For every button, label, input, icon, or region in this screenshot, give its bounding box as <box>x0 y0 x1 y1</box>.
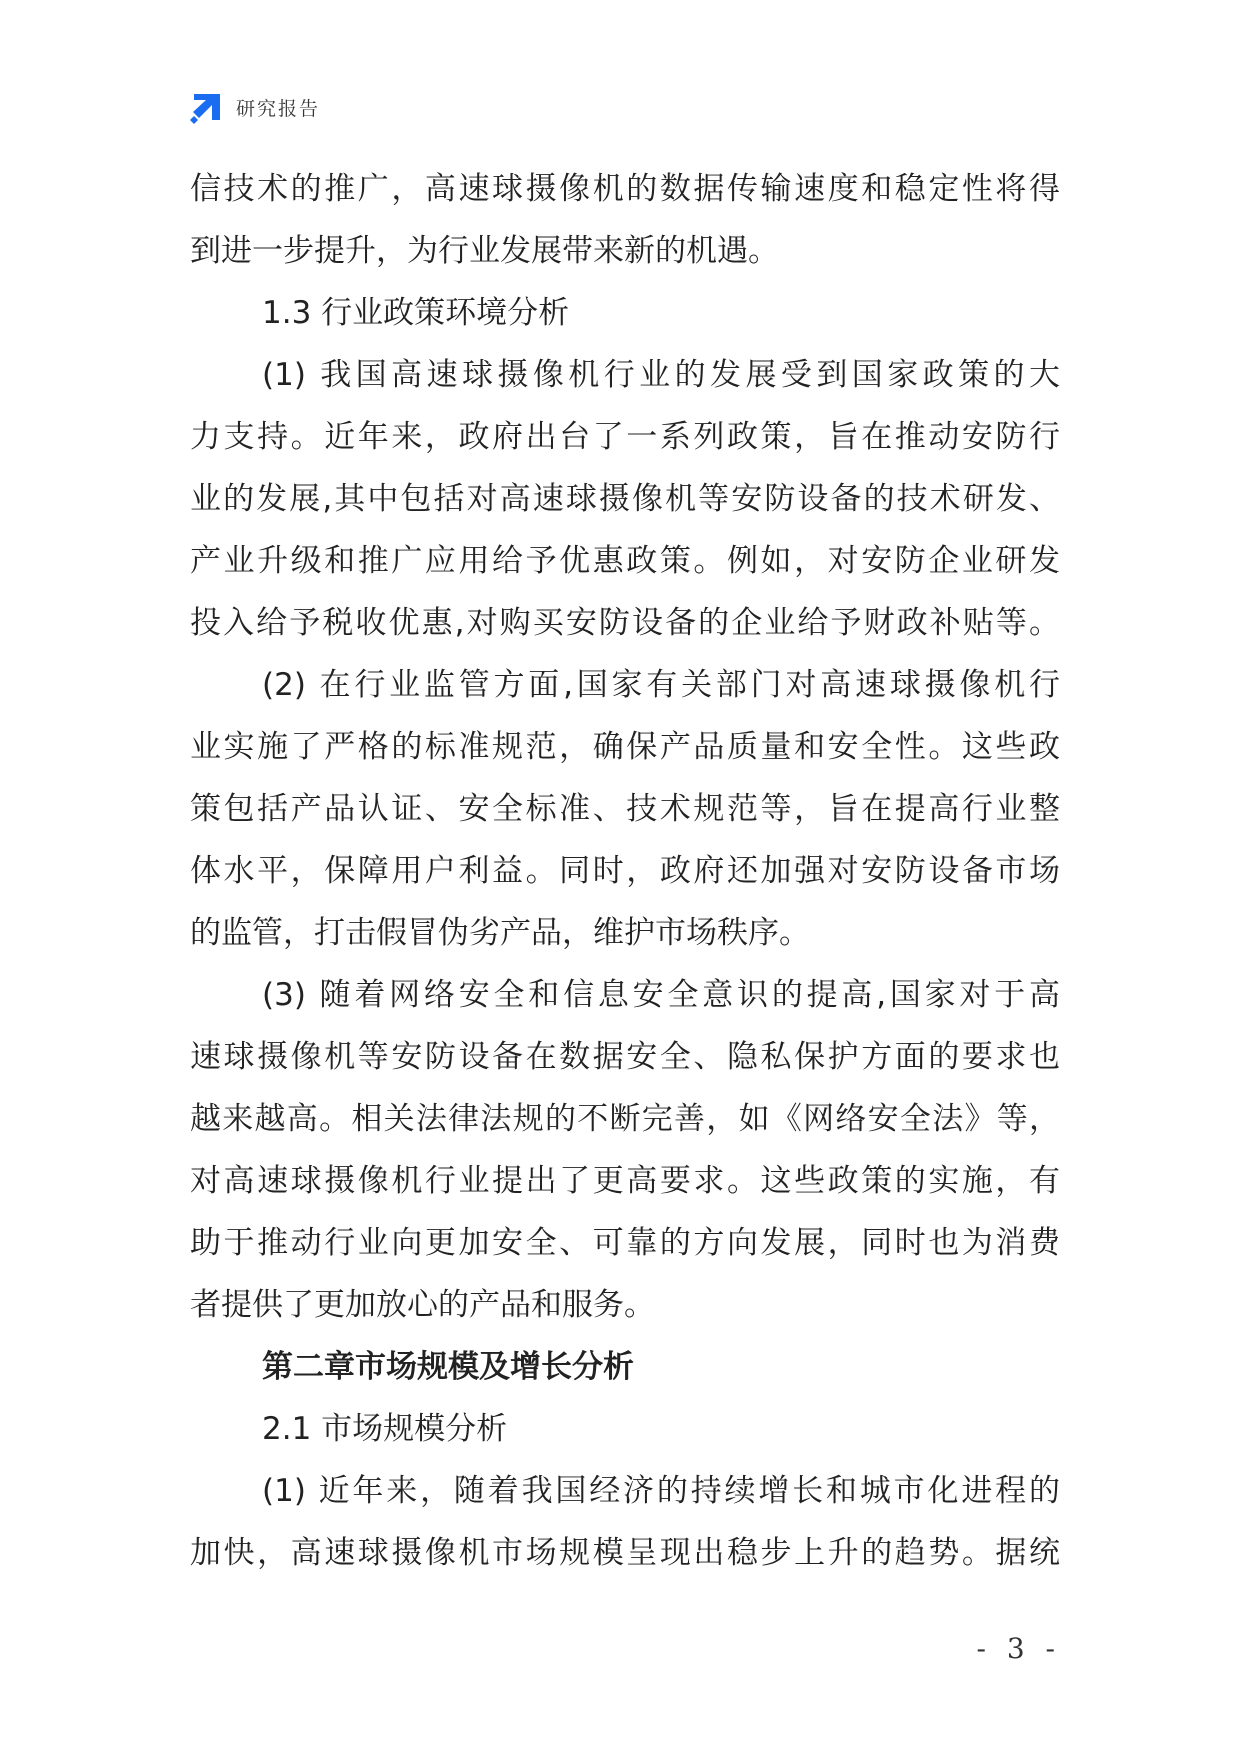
text-line: 助于推动行业向更加安全、可靠的方向发展，同时也为消费 <box>190 1225 1060 1261</box>
text-line: (1) 我国高速球摄像机行业的发展受到国家政策的大 <box>262 357 1060 393</box>
text-line: 产业升级和推广应用给予优惠政策。例如，对安防企业研发 <box>190 543 1060 579</box>
paragraph <box>190 1460 1060 1584</box>
text-line: 加快，高速球摄像机市场规模呈现出稳步上升的趋势。据统 <box>190 1535 1060 1571</box>
text-line: 者提供了更加放心的产品和服务。 <box>190 1287 655 1323</box>
text-line: 策包括产品认证、安全标准、技术规范等，旨在提高行业整 <box>190 791 1060 827</box>
paragraph <box>190 964 1060 1336</box>
paragraph <box>190 654 1060 964</box>
document-body <box>190 158 1060 1584</box>
text-line: 信技术的推广，高速球摄像机的数据传输速度和稳定性将得 <box>190 171 1060 207</box>
text-line: (1) 近年来，随着我国经济的持续增长和城市化进程的 <box>262 1473 1060 1509</box>
text-line: 力支持。近年来，政府出台了一系列政策，旨在推动安防行 <box>190 419 1060 455</box>
text-line: 投入给予税收优惠,对购买安防设备的企业给予财政补贴等。 <box>190 605 1060 641</box>
text-line: 业实施了严格的标准规范，确保产品质量和安全性。这些政 <box>190 729 1060 765</box>
chapter-heading: 第二章市场规模及增长分析 <box>262 1349 634 1385</box>
paragraph <box>190 158 1060 282</box>
text-line: (3) 随着网络安全和信息安全意识的提高,国家对于高 <box>262 977 1060 1013</box>
header-title: 研究报告 <box>236 97 321 120</box>
text-line: 对高速球摄像机行业提出了更高要求。这些政策的实施，有 <box>190 1163 1060 1199</box>
paragraph <box>190 344 1060 654</box>
text-line: 体水平，保障用户利益。同时，政府还加强对安防设备市场 <box>190 853 1060 889</box>
text-line: 速球摄像机等安防设备在数据安全、隐私保护方面的要求也 <box>190 1039 1060 1075</box>
section-heading: 1.3 行业政策环境分析 <box>262 295 570 331</box>
text-line: 业的发展,其中包括对高速球摄像机等安防设备的技术研发、 <box>190 481 1060 517</box>
arrow-up-right-icon <box>190 90 224 124</box>
text-line: 到进一步提升，为行业发展带来新的机遇。 <box>190 233 779 269</box>
section-heading: 2.1 市场规模分析 <box>262 1411 508 1447</box>
page-number: - 3 - <box>976 1632 1061 1665</box>
text-line: 越来越高。相关法律法规的不断完善，如《网络安全法》等， <box>190 1101 1060 1137</box>
text-line: 的监管，打击假冒伪劣产品，维护市场秩序。 <box>190 915 810 951</box>
text-line: (2) 在行业监管方面,国家有关部门对高速球摄像机行 <box>262 667 1060 703</box>
report-header <box>190 90 320 124</box>
